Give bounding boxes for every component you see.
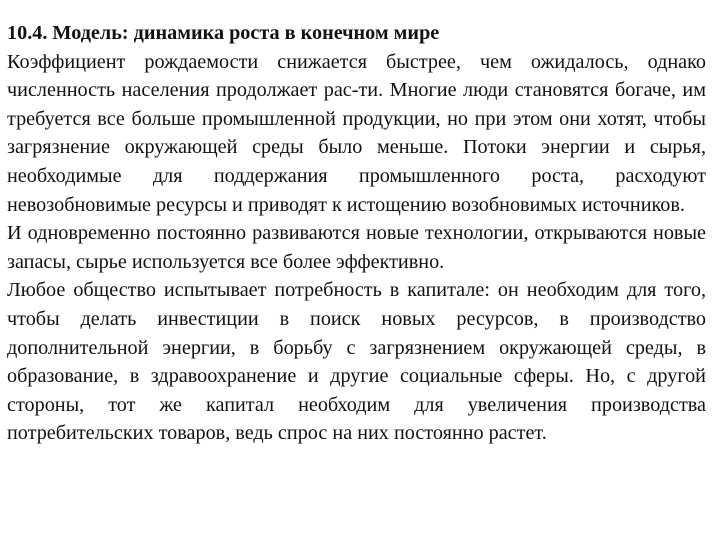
slide-title: 10.4. Модель: динамика роста в конечном мире bbox=[7, 22, 440, 44]
paragraph-capital-need: Любое общество испытывает потребность в капитале: он необходим для того, чтобы делать инвестиции в поиск новых ресурсов, в производство дополнительной энергии, в борьбу с загрязнением окружающей среды, в образование, в здравоохранение и другие социальные сферы. Но, с другой стороны, тот же капитал необходим для увеличения производства потребительских товаров, ведь спрос на них постоянно растет. bbox=[7, 279, 706, 445]
paragraph-new-technologies: И одновременно постоянно развиваются новые технологии, открываются новые запасы, сырье используется все более эффективно. bbox=[7, 222, 706, 273]
paragraph-birth-rate: Коэффициент рождаемости снижается быстрее, чем ожидалось, однако численность населения продолжает рас-ти. Многие люди становятся богаче, им требуется все больше промышленной продукции, но при этом они хотят, чтобы загрязнение окружающей среды было меньше. Потоки энергии и сырья, необходимые для поддержания промышленного роста, расходуют невозобновимые ресурсы и приводят к истощению возобновимых источников. bbox=[7, 50, 706, 216]
slide-content bbox=[7, 19, 706, 448]
